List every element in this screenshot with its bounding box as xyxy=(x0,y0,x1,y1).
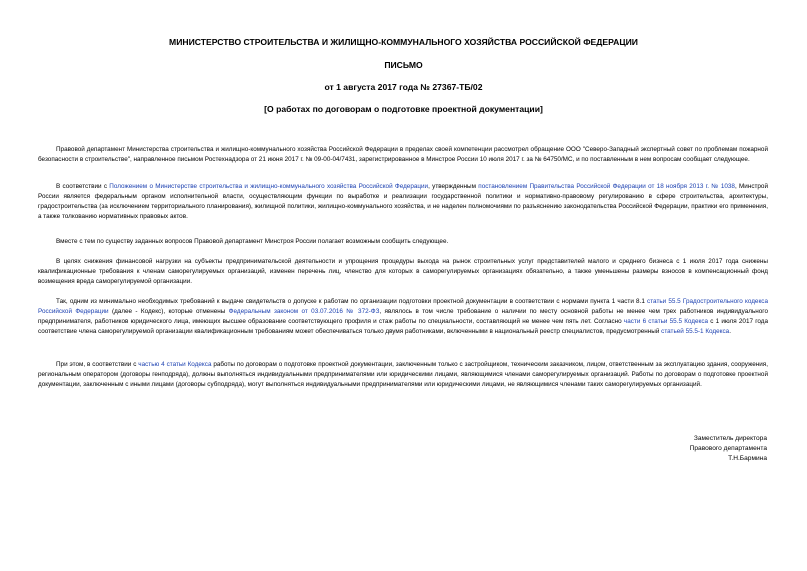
signature-name: Т.Н.Бармина xyxy=(728,455,767,462)
link-federal-law-372[interactable]: Федеральным законом от 03.07.2016 № 372-ФЗ xyxy=(228,308,380,315)
signature-position: Заместитель директора xyxy=(693,435,767,442)
link-article-55-5-grk[interactable]: статьи 55.5 Градостроительного кодекса Российской Федерации xyxy=(38,298,768,315)
signature-block xyxy=(690,434,767,464)
paragraph-6-text-1: При этом, в соответствии с xyxy=(56,361,139,368)
link-postanovlenie-1038[interactable]: постановлением Правительства Российской Федерации от 18 ноября 2013 г. № 1038 xyxy=(478,183,735,190)
paragraph-2-text-3: , Минстрой России является федеральным органом исполнительной власти, осуществляющим функции по выработке и реализации государственной политики и нормативно-правовому регулированию в сфере строительства, архитектуры, градостроительства (за исключением территориального планирования), жилищной политики, жилищно-коммунального хозяйства, и не наделен полномочиями по разъяснению законодательства Российской Федерации, практики его применения, а также толкованию нормативных правовых актов. xyxy=(38,183,768,220)
paragraph-1-text: Правовой департамент Министерства строительства и жилищно-коммунального хозяйства Российской Федерации в пределах своей компетенции рассмотрел обращение ООО "Северо-Западный экспертный совет по проблемам пожарной безопасности в строительстве", направленное письмом Ростехнадзора от 21 июня 2017 г. № 09-00-04/7431, зарегистрированное в Минстрое России 10 июля 2017 г. за № 64750/МС, и по поставленным в нем вопросам сообщает следующее. xyxy=(38,146,768,163)
paragraph-2 xyxy=(38,182,768,222)
paragraph-6-text-2: работы по договорам о подготовке проектной документации, заключенным только с застройщиком, техническим заказчиком, лицом, ответственным за эксплуатацию здания, сооружения, региональным оператором (договоры генподряда), должны выполняться индивидуальными предпринимателями или юридическими лицами, являющимися членами саморегулируемых организаций. Работы по договорам о подготовке проектной документации, заключенным с иными лицами (договоры субподряда), могут выполняться индивидуальными предпринимателями или юридическими лицами, не являющимися членами таких саморегулируемых организаций. xyxy=(38,361,768,388)
link-article-55-5-1[interactable]: статьей 55.5-1 Кодекса xyxy=(661,328,730,335)
link-polozhenie-minstroy[interactable]: Положением о Министерстве строительства и жилищно-коммунального хозяйства Российской Федерации xyxy=(109,183,429,190)
link-part-4-article-kodeksa[interactable]: частью 4 статьи Кодекса xyxy=(138,361,212,368)
paragraph-1 xyxy=(38,145,768,165)
paragraph-2-text-1: В соответствии с xyxy=(56,183,110,190)
document-type: ПИСЬМО xyxy=(384,60,423,70)
paragraph-6 xyxy=(38,360,768,390)
paragraph-5-text-1: Так, одним из минимально необходимых требований к выдаче свидетельств о допуске к работам по организации подготовки проектной документации в соответствии с нормами пункта 1 части 8.1 xyxy=(56,298,648,305)
paragraph-5 xyxy=(38,297,768,337)
paragraph-5-text-4: с 1 июля 2017 года соответствие члена саморегулируемой организации квалификационным требованиям может обеспечиваться только двумя работниками, включенными в национальный реестр специалистов, предусмотренный xyxy=(38,318,769,335)
paragraph-2-text-2: , утвержденным xyxy=(428,183,479,190)
document-subject: [О работах по договорам о подготовке проектной документации] xyxy=(264,104,543,114)
ministry-title: МИНИСТЕРСТВО СТРОИТЕЛЬСТВА И ЖИЛИЩНО-КОММУНАЛЬНОГО ХОЗЯЙСТВА РОССИЙСКОЙ ФЕДЕРАЦИИ xyxy=(169,37,638,47)
paragraph-5-text-5: . xyxy=(729,328,731,335)
paragraph-4-text: В целях снижения финансовой нагрузки на субъекты предпринимательской деятельности и упрощения процедуры выхода на рынок строительных услуг представителей малого и среднего бизнеса с 1 июля 2017 года снижены квалификационные требования к членам саморегулируемых организаций, изменен перечень лиц, членство для которых в саморегулируемых организациях обязательно, а также уменьшены размеры взносов в компенсационный фонд возмещения вреда саморегулируемой организации. xyxy=(38,258,768,285)
paragraph-3-text: Вместе с тем по существу заданных вопросов Правовой департамент Минстроя России полагает возможным сообщить следующее. xyxy=(56,238,449,245)
signature-department: Правового департамента xyxy=(689,445,767,452)
link-part-6-article-55-5[interactable]: части 6 статьи 55.5 Кодекса xyxy=(623,318,709,325)
paragraph-3 xyxy=(38,237,768,247)
paragraph-4 xyxy=(38,257,768,287)
document-date-number: от 1 августа 2017 года № 27367-ТБ/02 xyxy=(324,82,483,92)
paragraph-5-text-3: , являлось в том числе требование о наличии по месту основной работы не менее чем трех работников индивидуального предпринимателя, работников юридического лица, имеющих высшее образование соответствующего профиля и стаж работы по специальности, составляющий не менее чем пять лет. Согласно xyxy=(38,308,768,325)
paragraph-5-text-2: (далее - Кодекс), которые отменены xyxy=(108,308,229,315)
